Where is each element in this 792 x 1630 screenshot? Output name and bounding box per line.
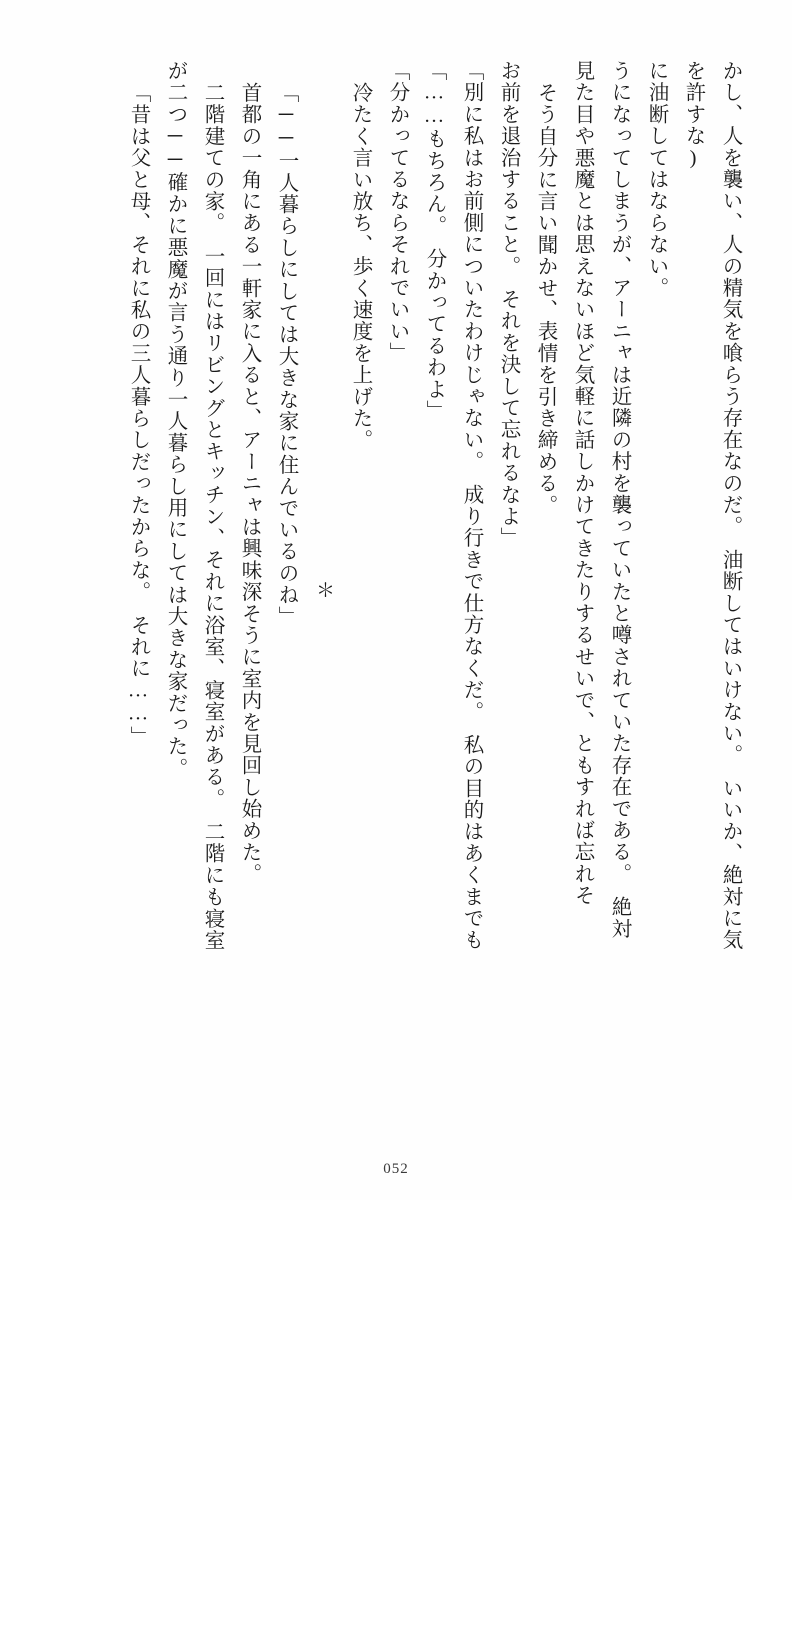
- text-line: 「分かってるならそれでいい」: [386, 60, 408, 364]
- text-line: 二階建ての家。 一回にはリビングとキッチン、それに浴室、寝室がある。 二階にも寝室: [201, 82, 223, 952]
- page-number: 052: [383, 1161, 409, 1177]
- text-line: 見た目や悪魔とは思えないほど気軽に話しかけてきたりするせいで、ともすれば忘れそ: [571, 60, 593, 907]
- text-line: 冷たく言い放ち、歩く速度を上げた。: [349, 82, 371, 451]
- text-line: 「別に私はお前側についたわけじゃない。 成り行きで仕方なくだ。 私の目的はあくまでも: [460, 60, 482, 951]
- text-line: を許すな): [682, 60, 704, 170]
- text-line: かし、人を襲い、人の精気を喰らう存在なのだ。 油断してはいけない。 いいか、絶対に気: [719, 60, 741, 951]
- text-line: お前を退治すること。 それを決して忘れるなよ」: [497, 60, 519, 549]
- text-line: 「……もちろん。 分かってるわよ」: [423, 60, 445, 422]
- text-line: 首都の一角にある一軒家に入ると、アーニャは興味深そうに室内を見回し始めた。: [238, 82, 260, 885]
- text-line: うになってしまうが、アーニャは近隣の村を襲っていたと噂されていた存在である。 絶対: [608, 60, 630, 940]
- text-line: 「──一人暮らしにしては大きな家に住んでいるのね」: [275, 82, 297, 628]
- text-line: そう自分に言い聞かせ、表情を引き締める。: [534, 82, 556, 516]
- text-line: 「昔は父と母、それに私の三人暮らしだったからな。 それに……」: [127, 82, 149, 748]
- vertical-text-body: [52, 60, 740, 1110]
- text-line: が二つ──確かに悪魔が言う通り一人暮らし用にしては大きな家だった。: [164, 60, 186, 780]
- text-line: に油断してはならない。: [645, 60, 667, 299]
- scene-break-mark: ＊: [313, 580, 334, 599]
